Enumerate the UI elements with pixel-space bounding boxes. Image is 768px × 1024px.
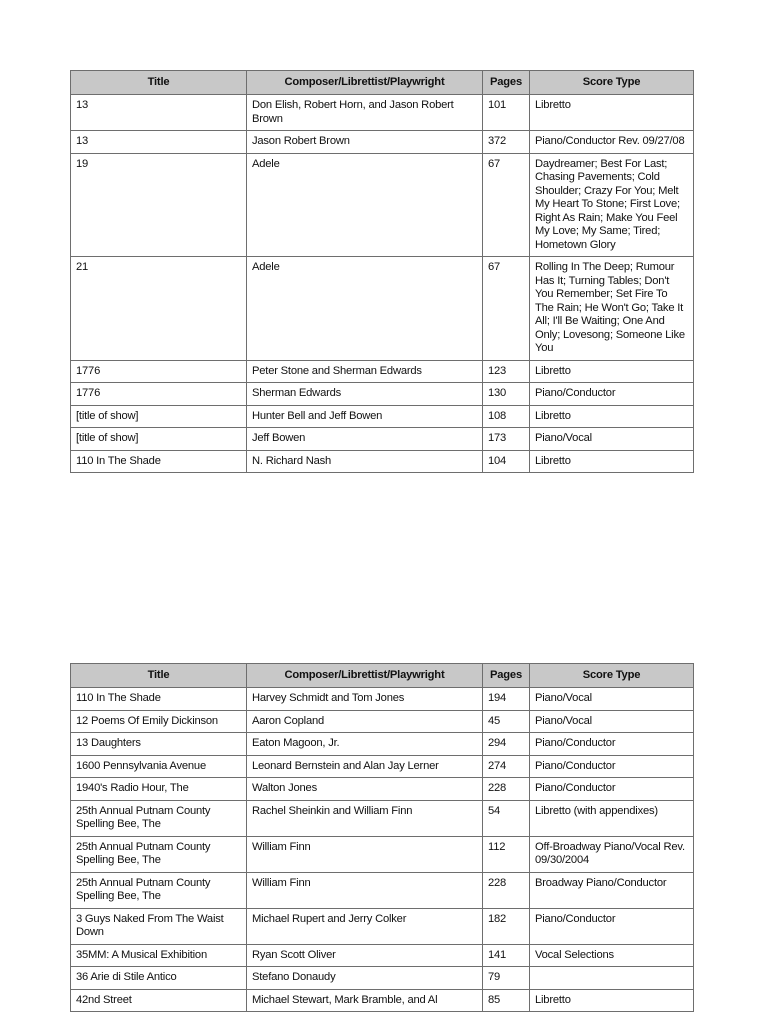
cell-score-type: Libretto [530,95,694,131]
cell-pages: 101 [483,95,530,131]
cell-composer: William Finn [247,872,483,908]
score-table-2 [70,663,694,1012]
cell-pages: 372 [483,131,530,154]
cell-composer: Ryan Scott Oliver [247,944,483,967]
table-row [71,405,694,428]
cell-title: 25th Annual Putnam County Spelling Bee, The [71,836,247,872]
cell-composer: Jason Robert Brown [247,131,483,154]
header-pages: Pages [483,664,530,688]
cell-pages: 194 [483,688,530,711]
cell-title: 3 Guys Naked From The Waist Down [71,908,247,944]
cell-pages: 67 [483,153,530,257]
header-score-type: Score Type [530,664,694,688]
cell-score-type: Piano/Conductor [530,755,694,778]
cell-composer: Sherman Edwards [247,383,483,406]
cell-composer: Jeff Bowen [247,428,483,451]
cell-pages: 182 [483,908,530,944]
table-row [71,153,694,257]
cell-title: 1776 [71,383,247,406]
table-row [71,450,694,473]
cell-title: 13 [71,95,247,131]
cell-composer: Michael Stewart, Mark Bramble, and Al [247,989,483,1012]
cell-score-type: Vocal Selections [530,944,694,967]
cell-score-type: Daydreamer; Best For Last; Chasing Pavements; Cold Shoulder; Crazy For You; Melt My Heart To Stone; First Love; Right As Rain; Make You Feel My Love; My Same; Tired; Hometown Glory [530,153,694,257]
cell-title: 42nd Street [71,989,247,1012]
cell-pages: 112 [483,836,530,872]
score-table-1 [70,70,694,473]
cell-pages: 294 [483,733,530,756]
cell-composer: Stefano Donaudy [247,967,483,990]
cell-title: 19 [71,153,247,257]
cell-score-type: Piano/Vocal [530,710,694,733]
table-row [71,755,694,778]
header-row [71,664,694,688]
cell-title: 1940's Radio Hour, The [71,778,247,801]
cell-composer: Hunter Bell and Jeff Bowen [247,405,483,428]
header-title: Title [71,71,247,95]
cell-pages: 228 [483,778,530,801]
cell-pages: 274 [483,755,530,778]
cell-composer: Eaton Magoon, Jr. [247,733,483,756]
table-row [71,360,694,383]
cell-pages: 130 [483,383,530,406]
header-composer: Composer/Librettist/Playwright [247,71,483,95]
table-row [71,733,694,756]
table-row [71,800,694,836]
cell-title: 25th Annual Putnam County Spelling Bee, The [71,800,247,836]
table-row [71,872,694,908]
cell-score-type: Libretto [530,405,694,428]
cell-score-type: Libretto [530,989,694,1012]
cell-composer: N. Richard Nash [247,450,483,473]
cell-score-type: Rolling In The Deep; Rumour Has It; Turning Tables; Don't You Remember; Set Fire To The Rain; He Won't Go; Take It All; I'll Be Waiting; One And Only; Lovesong; Someone Like You [530,257,694,361]
cell-composer: Leonard Bernstein and Alan Jay Lerner [247,755,483,778]
cell-title: 35MM: A Musical Exhibition [71,944,247,967]
table-row [71,967,694,990]
cell-composer: Peter Stone and Sherman Edwards [247,360,483,383]
header-score-type: Score Type [530,71,694,95]
cell-pages: 54 [483,800,530,836]
cell-title: 13 [71,131,247,154]
table-row [71,989,694,1012]
cell-title: 110 In The Shade [71,688,247,711]
cell-score-type: Piano/Conductor [530,778,694,801]
cell-score-type: Piano/Vocal [530,428,694,451]
table-row [71,944,694,967]
cell-pages: 85 [483,989,530,1012]
table-row [71,383,694,406]
cell-composer: Aaron Copland [247,710,483,733]
cell-title: 1600 Pennsylvania Avenue [71,755,247,778]
cell-title: [title of show] [71,428,247,451]
table-row [71,836,694,872]
header-pages: Pages [483,71,530,95]
table-row [71,778,694,801]
cell-title: 13 Daughters [71,733,247,756]
cell-composer: Adele [247,153,483,257]
table-row [71,95,694,131]
cell-pages: 79 [483,967,530,990]
cell-title: 1776 [71,360,247,383]
cell-composer: Walton Jones [247,778,483,801]
cell-pages: 67 [483,257,530,361]
table-row [71,688,694,711]
cell-score-type: Piano/Conductor [530,733,694,756]
cell-score-type [530,967,694,990]
cell-score-type: Piano/Conductor Rev. 09/27/08 [530,131,694,154]
cell-score-type: Off-Broadway Piano/Vocal Rev. 09/30/2004 [530,836,694,872]
cell-pages: 141 [483,944,530,967]
cell-title: 12 Poems Of Emily Dickinson [71,710,247,733]
cell-score-type: Libretto [530,450,694,473]
cell-title: 110 In The Shade [71,450,247,473]
cell-pages: 228 [483,872,530,908]
cell-title: 36 Arie di Stile Antico [71,967,247,990]
table-row [71,710,694,733]
cell-title: [title of show] [71,405,247,428]
cell-composer: William Finn [247,836,483,872]
cell-composer: Harvey Schmidt and Tom Jones [247,688,483,711]
cell-composer: Rachel Sheinkin and William Finn [247,800,483,836]
header-row [71,71,694,95]
table-row [71,131,694,154]
cell-composer: Adele [247,257,483,361]
header-title: Title [71,664,247,688]
cell-composer: Michael Rupert and Jerry Colker [247,908,483,944]
cell-title: 21 [71,257,247,361]
table-row [71,257,694,361]
table-row [71,428,694,451]
cell-composer: Don Elish, Robert Horn, and Jason Robert Brown [247,95,483,131]
cell-pages: 123 [483,360,530,383]
header-composer: Composer/Librettist/Playwright [247,664,483,688]
table-row [71,908,694,944]
cell-pages: 173 [483,428,530,451]
cell-score-type: Piano/Vocal [530,688,694,711]
cell-pages: 108 [483,405,530,428]
cell-score-type: Piano/Conductor [530,383,694,406]
cell-score-type: Libretto [530,360,694,383]
cell-score-type: Piano/Conductor [530,908,694,944]
cell-title: 25th Annual Putnam County Spelling Bee, The [71,872,247,908]
cell-pages: 104 [483,450,530,473]
cell-pages: 45 [483,710,530,733]
cell-score-type: Libretto (with appendixes) [530,800,694,836]
cell-score-type: Broadway Piano/Conductor [530,872,694,908]
